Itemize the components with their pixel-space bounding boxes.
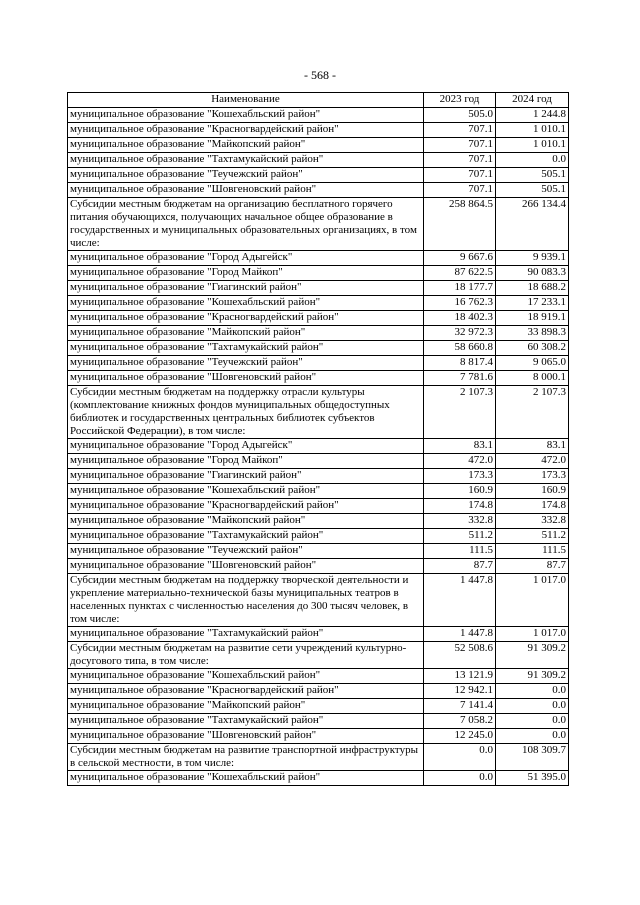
row-name-cell: муниципальное образование "Гиагинский район"	[68, 281, 424, 296]
table-row	[68, 574, 569, 627]
row-2023-cell: 0.0	[424, 744, 496, 771]
row-2023-cell: 7 141.4	[424, 699, 496, 714]
row-2024-cell: 160.9	[496, 484, 569, 499]
table-row	[68, 529, 569, 544]
row-name-cell: Субсидии местным бюджетам на поддержку творческой деятельности и укрепление материально-технической базы муниципальных театров в населенных пунктах с численностью населения до 300 тысяч человек, в том числе:	[68, 574, 424, 627]
table-row	[68, 168, 569, 183]
row-2024-cell: 9 065.0	[496, 356, 569, 371]
header-name: Наименование	[68, 93, 424, 108]
table-row	[68, 198, 569, 251]
row-name-cell: Субсидии местным бюджетам на развитие транспортной инфраструктуры в сельской местности, в том числе:	[68, 744, 424, 771]
row-2023-cell: 9 667.6	[424, 251, 496, 266]
row-2024-cell: 91 309.2	[496, 669, 569, 684]
row-name-cell: муниципальное образование "Тахтамукайский район"	[68, 627, 424, 642]
row-2024-cell: 0.0	[496, 729, 569, 744]
table-header-row	[68, 93, 569, 108]
row-name-cell: муниципальное образование "Город Майкоп"	[68, 266, 424, 281]
row-name-cell: муниципальное образование "Теучежский район"	[68, 544, 424, 559]
row-2023-cell: 52 508.6	[424, 642, 496, 669]
table-row	[68, 669, 569, 684]
table-row	[68, 699, 569, 714]
row-2023-cell: 707.1	[424, 183, 496, 198]
row-name-cell: муниципальное образование "Гиагинский район"	[68, 469, 424, 484]
row-2023-cell: 8 817.4	[424, 356, 496, 371]
row-2024-cell: 1 010.1	[496, 138, 569, 153]
row-name-cell: муниципальное образование "Город Адыгейск"	[68, 251, 424, 266]
table-row	[68, 138, 569, 153]
row-2024-cell: 1 010.1	[496, 123, 569, 138]
row-name-cell: Субсидии местным бюджетам на организацию бесплатного горячего питания обучающихся, получающих начальное общее образование в государственных и муниципальных образовательных организациях, в том числе:	[68, 198, 424, 251]
row-2023-cell: 2 107.3	[424, 386, 496, 439]
row-2023-cell: 13 121.9	[424, 669, 496, 684]
row-name-cell: муниципальное образование "Красногвардейский район"	[68, 684, 424, 699]
row-name-cell: муниципальное образование "Тахтамукайский район"	[68, 341, 424, 356]
table-row	[68, 123, 569, 138]
row-2024-cell: 174.8	[496, 499, 569, 514]
table-row	[68, 341, 569, 356]
row-name-cell: муниципальное образование "Кошехабльский район"	[68, 669, 424, 684]
row-2023-cell: 12 942.1	[424, 684, 496, 699]
row-2024-cell: 8 000.1	[496, 371, 569, 386]
table-row	[68, 326, 569, 341]
table-row	[68, 642, 569, 669]
row-name-cell: муниципальное образование "Тахтамукайский район"	[68, 529, 424, 544]
row-2024-cell: 2 107.3	[496, 386, 569, 439]
row-2024-cell: 1 017.0	[496, 574, 569, 627]
row-name-cell: муниципальное образование "Кошехабльский район"	[68, 108, 424, 123]
page-number: - 568 -	[304, 68, 336, 82]
row-2024-cell: 0.0	[496, 699, 569, 714]
table-row	[68, 627, 569, 642]
table-row	[68, 266, 569, 281]
row-name-cell: муниципальное образование "Майкопский район"	[68, 699, 424, 714]
row-2024-cell: 111.5	[496, 544, 569, 559]
table-row	[68, 311, 569, 326]
row-2023-cell: 18 402.3	[424, 311, 496, 326]
row-2023-cell: 332.8	[424, 514, 496, 529]
budget-table	[67, 92, 569, 786]
row-name-cell: муниципальное образование "Кошехабльский район"	[68, 771, 424, 786]
table-row	[68, 386, 569, 439]
row-name-cell: муниципальное образование "Город Адыгейск"	[68, 439, 424, 454]
table-row	[68, 499, 569, 514]
row-2023-cell: 160.9	[424, 484, 496, 499]
row-2023-cell: 707.1	[424, 153, 496, 168]
table-row	[68, 281, 569, 296]
row-name-cell: муниципальное образование "Красногвардейский район"	[68, 499, 424, 514]
row-2023-cell: 707.1	[424, 138, 496, 153]
table-body	[68, 108, 569, 786]
row-2023-cell: 1 447.8	[424, 627, 496, 642]
table-row	[68, 356, 569, 371]
row-name-cell: Субсидии местным бюджетам на развитие сети учреждений культурно-досугового типа, в том числе:	[68, 642, 424, 669]
header-2023: 2023 год	[424, 93, 496, 108]
row-2024-cell: 511.2	[496, 529, 569, 544]
table-row	[68, 469, 569, 484]
row-2024-cell: 33 898.3	[496, 326, 569, 341]
table-row	[68, 729, 569, 744]
row-2024-cell: 87.7	[496, 559, 569, 574]
row-2024-cell: 0.0	[496, 153, 569, 168]
row-2023-cell: 707.1	[424, 123, 496, 138]
row-2024-cell: 0.0	[496, 684, 569, 699]
table-row	[68, 484, 569, 499]
table-row	[68, 771, 569, 786]
row-2023-cell: 0.0	[424, 771, 496, 786]
row-2024-cell: 472.0	[496, 454, 569, 469]
row-name-cell: муниципальное образование "Город Майкоп"	[68, 454, 424, 469]
row-name-cell: муниципальное образование "Кошехабльский район"	[68, 296, 424, 311]
row-2023-cell: 111.5	[424, 544, 496, 559]
table-row	[68, 684, 569, 699]
table-row	[68, 514, 569, 529]
table-row	[68, 153, 569, 168]
row-name-cell: муниципальное образование "Шовгеновский район"	[68, 183, 424, 198]
row-2023-cell: 511.2	[424, 529, 496, 544]
row-name-cell: муниципальное образование "Шовгеновский район"	[68, 729, 424, 744]
row-2023-cell: 707.1	[424, 168, 496, 183]
row-2023-cell: 87.7	[424, 559, 496, 574]
row-2023-cell: 83.1	[424, 439, 496, 454]
table-row	[68, 183, 569, 198]
row-2024-cell: 18 688.2	[496, 281, 569, 296]
table-row	[68, 744, 569, 771]
row-2023-cell: 12 245.0	[424, 729, 496, 744]
row-2023-cell: 505.0	[424, 108, 496, 123]
row-name-cell: муниципальное образование "Майкопский район"	[68, 326, 424, 341]
row-name-cell: муниципальное образование "Шовгеновский район"	[68, 371, 424, 386]
row-2024-cell: 17 233.1	[496, 296, 569, 311]
row-2024-cell: 332.8	[496, 514, 569, 529]
header-2024: 2024 год	[496, 93, 569, 108]
row-2024-cell: 266 134.4	[496, 198, 569, 251]
row-name-cell: муниципальное образование "Тахтамукайский район"	[68, 714, 424, 729]
row-2024-cell: 90 083.3	[496, 266, 569, 281]
row-2024-cell: 108 309.7	[496, 744, 569, 771]
row-2023-cell: 472.0	[424, 454, 496, 469]
row-2023-cell: 258 864.5	[424, 198, 496, 251]
row-2024-cell: 1 017.0	[496, 627, 569, 642]
row-2024-cell: 173.3	[496, 469, 569, 484]
row-2024-cell: 18 919.1	[496, 311, 569, 326]
table-row	[68, 296, 569, 311]
row-2023-cell: 1 447.8	[424, 574, 496, 627]
row-2023-cell: 16 762.3	[424, 296, 496, 311]
row-name-cell: муниципальное образование "Майкопский район"	[68, 514, 424, 529]
row-2024-cell: 1 244.8	[496, 108, 569, 123]
row-2024-cell: 60 308.2	[496, 341, 569, 356]
row-2024-cell: 91 309.2	[496, 642, 569, 669]
row-name-cell: муниципальное образование "Теучежский район"	[68, 356, 424, 371]
row-2024-cell: 83.1	[496, 439, 569, 454]
row-2024-cell: 9 939.1	[496, 251, 569, 266]
row-2024-cell: 505.1	[496, 183, 569, 198]
table-row	[68, 559, 569, 574]
row-name-cell: муниципальное образование "Кошехабльский район"	[68, 484, 424, 499]
row-name-cell: муниципальное образование "Теучежский район"	[68, 168, 424, 183]
row-name-cell: муниципальное образование "Майкопский район"	[68, 138, 424, 153]
row-name-cell: муниципальное образование "Красногвардейский район"	[68, 311, 424, 326]
row-name-cell: Субсидии местным бюджетам на поддержку отрасли культуры (комплектование книжных фондов муниципальных общедоступных библиотек и государственных центральных библиотек субъектов Российской Федерации), в том числе:	[68, 386, 424, 439]
table-row	[68, 251, 569, 266]
row-2023-cell: 58 660.8	[424, 341, 496, 356]
row-name-cell: муниципальное образование "Тахтамукайский район"	[68, 153, 424, 168]
table-row	[68, 714, 569, 729]
row-2023-cell: 87 622.5	[424, 266, 496, 281]
row-2023-cell: 7 058.2	[424, 714, 496, 729]
row-name-cell: муниципальное образование "Красногвардейский район"	[68, 123, 424, 138]
row-2023-cell: 32 972.3	[424, 326, 496, 341]
row-2024-cell: 0.0	[496, 714, 569, 729]
row-2024-cell: 505.1	[496, 168, 569, 183]
row-name-cell: муниципальное образование "Шовгеновский район"	[68, 559, 424, 574]
row-2024-cell: 51 395.0	[496, 771, 569, 786]
table-row	[68, 544, 569, 559]
row-2023-cell: 18 177.7	[424, 281, 496, 296]
table-row	[68, 108, 569, 123]
table-row	[68, 454, 569, 469]
table-row	[68, 371, 569, 386]
row-2023-cell: 7 781.6	[424, 371, 496, 386]
row-2023-cell: 174.8	[424, 499, 496, 514]
table-row	[68, 439, 569, 454]
row-2023-cell: 173.3	[424, 469, 496, 484]
